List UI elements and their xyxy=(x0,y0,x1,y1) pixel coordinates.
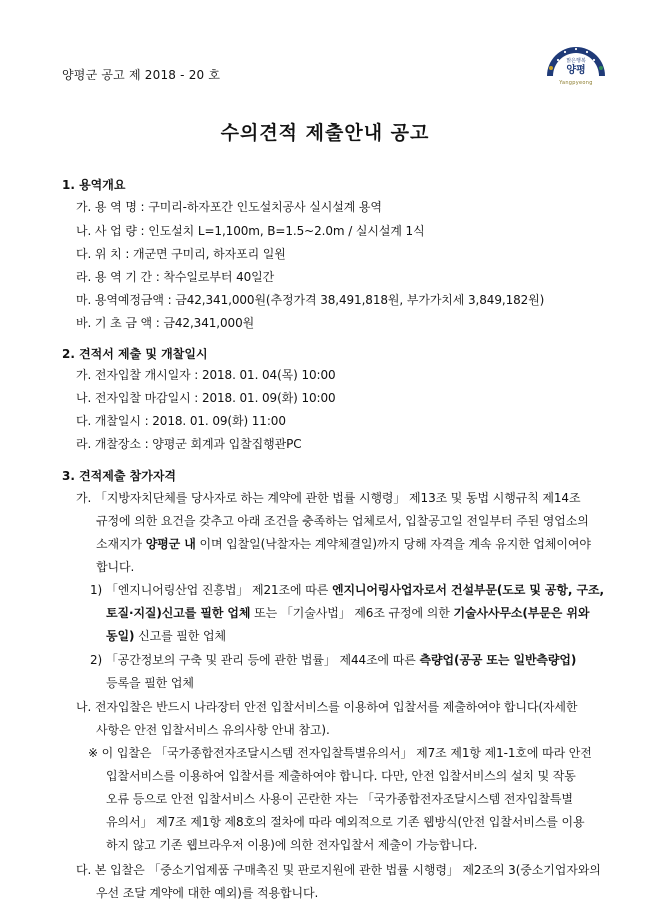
text-span: 1) 「엔지니어링산업 진흥법」 제21조에 따른 xyxy=(90,583,332,597)
section3-na-line: 사항은 안전 입찰서비스 유의사항 안내 참고). xyxy=(96,723,330,737)
section3-ga-line: 가. 「지방자치단체를 당사자로 하는 계약에 관한 법률 시행령」 제13조 및 동법 시행규칙 제14조 xyxy=(76,491,581,505)
section3-ga-line: 규정에 의한 요건을 갖추고 아래 조건을 충족하는 업체로서, 입찰공고일 전일부터 주된 영업소의 xyxy=(96,514,589,528)
bold-requirement: 기술사사무소(부문은 위와 xyxy=(453,606,590,620)
logo-text-sub: Yangpyeong xyxy=(559,80,593,86)
bold-requirement: 토질·지질)신고를 필한 업체 xyxy=(106,606,251,620)
section3-sub2-line xyxy=(90,651,576,668)
yangpyeong-logo xyxy=(543,38,609,78)
bold-requirement: 측량업(공공 또는 일반측량업) xyxy=(419,653,577,667)
section3-da-line: 다. 본 입찰은 「중소기업제품 구매촉진 및 판로지원에 관한 법률 시행령」 제2조의 3(중소기업자와의 xyxy=(76,863,601,877)
section3-sub2-line: 등록을 필한 업체 xyxy=(106,676,194,690)
section1-item: 다. 위 치 : 개군면 구미리, 하자포리 일원 xyxy=(76,247,286,261)
text-span: 2) 「공간정보의 구축 및 관리 등에 관한 법률」 제44조에 따른 xyxy=(90,653,420,667)
text-span: 이며 입찰일(낙찰자는 계약체결일)까지 당해 자격을 계속 유지한 업체이여야 xyxy=(195,537,591,551)
page-title: 수의견적 제출안내 공고 xyxy=(220,122,430,144)
section2-item: 다. 개찰일시 : 2018. 01. 09(화) 11:00 xyxy=(76,414,286,428)
bold-requirement: 동일) xyxy=(106,629,135,643)
section3-note-line: 오류 등으로 안전 입찰서비스 사용이 곤란한 자는 「국가종합전자조달시스템 전자입찰특별 xyxy=(106,792,573,806)
section3-note-line: 입찰서비스를 이용하여 입찰서를 제출하여야 합니다. 다만, 안전 입찰서비스의 설치 및 작동 xyxy=(106,769,576,783)
text-span: 소재지가 xyxy=(96,537,146,551)
section1-item: 바. 기 초 금 액 : 금42,341,000원 xyxy=(76,316,255,330)
section2-item: 가. 전자입찰 개시일자 : 2018. 01. 04(목) 10:00 xyxy=(76,368,336,382)
section2-item: 라. 개찰장소 : 양평군 회계과 입찰집행관PC xyxy=(76,437,302,451)
section3-sub1-line xyxy=(90,581,604,598)
section3-sub1-line xyxy=(106,604,589,621)
bold-requirement: 엔지니어링사업자로서 건설부문(도로 및 공항, 구조, xyxy=(331,583,604,597)
section2-item: 나. 전자입찰 마감일시 : 2018. 01. 09(화) 10:00 xyxy=(76,391,336,405)
logo-text-top: 맑은행복 xyxy=(566,58,586,64)
section3-ga-line: 합니다. xyxy=(96,560,135,574)
section3-note-line: ※ 이 입찰은 「국가종합전자조달시스템 전자입찰특별유의서」 제7조 제1항 제1-1호에 따라 안전 xyxy=(88,746,592,760)
text-span: 또는 「기술사법」 제6조 규정에 의한 xyxy=(250,606,454,620)
section3-note-line: 하지 않고 기존 웹브라우저 이용)에 의한 전자입찰서 제출이 가능합니다. xyxy=(106,838,478,852)
section2-title: 2. 견적서 제출 및 개찰일시 xyxy=(62,347,208,361)
bold-location: 양평군 내 xyxy=(145,537,196,551)
section1-title: 1. 용역개요 xyxy=(62,178,126,192)
text-span: 신고를 필한 업체 xyxy=(134,629,226,643)
section1-item: 가. 용 역 명 : 구미리-하자포간 인도설치공사 실시설계 용역 xyxy=(76,200,382,214)
section3-note-line: 유의서」 제7조 제1항 제8호의 절차에 따라 예외적으로 기존 웹방식(안전 입찰서비스를 이용 xyxy=(106,815,585,829)
section3-title: 3. 견적제출 참가자격 xyxy=(62,469,177,483)
section3-na-line: 나. 전자입찰은 반드시 나라장터 안전 입찰서비스를 이용하여 입찰서를 제출하여야 합니다(자세한 xyxy=(76,700,578,714)
section1-item: 나. 사 업 량 : 인도설치 L=1,100m, B=1.5~2.0m / 실시설계 1식 xyxy=(76,224,425,238)
section1-item: 마. 용역예정금액 : 금42,341,000원(추정가격 38,491,818원, 부가가치세 3,849,182원) xyxy=(76,293,545,307)
section3-da-line: 우선 조달 계약에 대한 예외)를 적용합니다. xyxy=(96,886,319,900)
section3-ga-line xyxy=(96,535,591,552)
logo-text-main: 양평 xyxy=(566,65,586,76)
section1-item: 라. 용 역 기 간 : 착수일로부터 40일간 xyxy=(76,270,275,284)
notice-number: 양평군 공고 제 2018 - 20 호 xyxy=(62,68,221,82)
section3-sub1-line xyxy=(106,627,226,644)
